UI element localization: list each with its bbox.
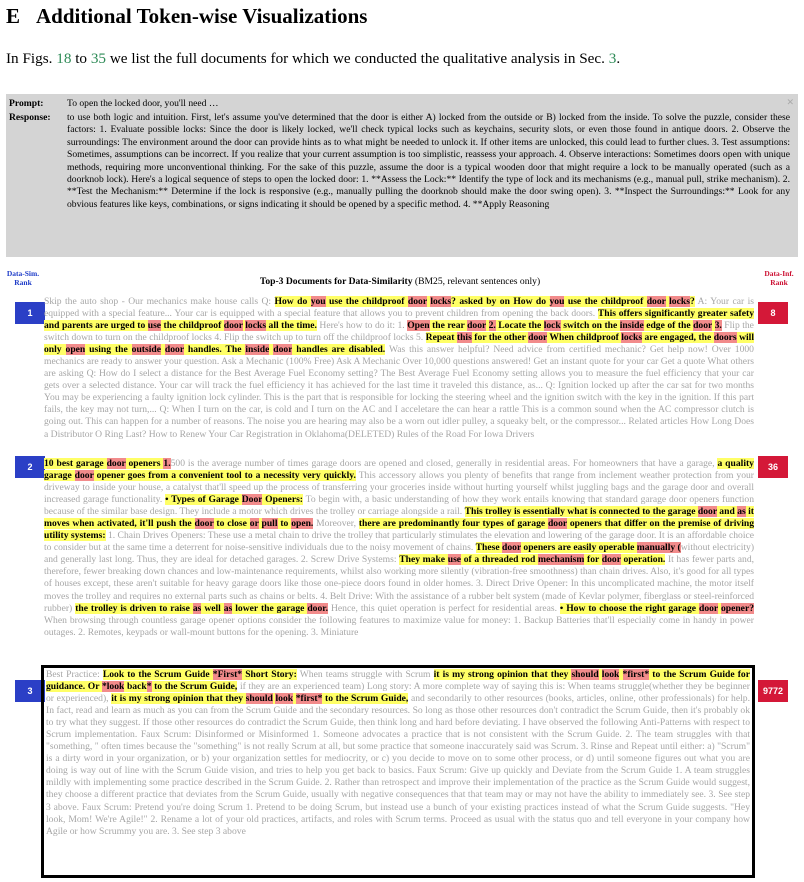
relevant-sentence: well xyxy=(201,602,224,614)
influential-token: lock xyxy=(543,320,561,332)
influential-token: door xyxy=(74,470,94,482)
relevant-sentence: for the other xyxy=(471,332,529,344)
influential-token: opener? xyxy=(720,602,754,614)
relevant-sentence: This offers significantly greater safety and parents are urged to xyxy=(44,308,754,332)
inf-rank-badge: 36 xyxy=(758,456,788,478)
relevant-sentence: use the childproof xyxy=(325,296,408,307)
document-text: A: Your car is equipped with a special feature... Your car is equipped with a special feature that allows you to prevent children from opening the back doors. xyxy=(44,296,754,320)
influential-token: door xyxy=(407,296,427,307)
relevant-sentence: to the Scrum Guide, xyxy=(322,693,409,705)
relevant-sentence: lower the garage xyxy=(232,602,308,614)
relevant-sentence: the trolley is driven to raise xyxy=(75,602,193,614)
influential-token: door xyxy=(273,344,293,356)
document-text: without electricity) and generally last long. Thus, they are ideal for detached garages. 2. Screw Drive Systems: xyxy=(44,542,754,566)
relevant-sentence: Repeat xyxy=(425,332,457,344)
relevant-sentence: the childproof xyxy=(161,320,224,332)
influential-token: use xyxy=(447,554,462,566)
influential-token: this xyxy=(456,332,472,344)
influential-token: *first* xyxy=(295,693,323,705)
sim-rank-badge: 2 xyxy=(15,456,45,478)
influential-token: outside xyxy=(131,344,161,356)
influential-token: as xyxy=(737,506,746,518)
document-2 xyxy=(44,458,754,655)
section-heading xyxy=(6,4,367,29)
relevant-sentence: all the time. xyxy=(266,320,317,332)
relevant-sentence: They make xyxy=(399,554,448,566)
figure-link-start[interactable]: 18 xyxy=(56,50,72,67)
response-text: to use both logic and intuition. First, let's assume you've determined that the door is either A) locked from the outside or B) locked from the inside. To solve the puzzle, consider these factors: 1. Evaluate possible locks: Since the door is likely locked, we'll check typical locks such as keychains, security slots, or even those found in antique doors. 2. Observe the surroundings: The environment around the door can provide hints as to what might be needed to unlock it. If other items are unlocked, this could lead to further clues. 3. Test assumptions: Sometimes, assumptions can be incorrect. If you realize that your current assumption is too simplistic, reassess your approach. 4. Observe interactions: Sometimes doors open with unique methods, requiring more unconventional thinking. For the sake of this puzzle, assume the door is a typical wooden door that might require a lock to be manually operated (such as a doorknob lock). Here's a logical sequence of steps to open the locked door: 1. **Assess the Lock:** Identify the type of lock and its mechanisms (e.g., manual pull, strike mechanism). 2. **Test the Mechanism:** Determine if the lock is responsive (e.g., manually pulling the doorknob should make the door swing open). 3. **Inspect the Surroundings:** Look for any obvious features like keys, combinations, or signs indicating it should be opened by a specific method. 4. **Apply Reasoning xyxy=(67,112,790,210)
relevant-sentence: These xyxy=(475,542,503,554)
influential-token: mechanism xyxy=(538,554,585,566)
relevant-sentence: it is my strong opinion that they xyxy=(433,669,572,680)
relevant-sentence: back xyxy=(124,681,147,693)
intro-text: to xyxy=(71,50,91,67)
influential-token: you xyxy=(549,296,565,307)
relevant-sentence: Short Story: xyxy=(242,669,297,680)
close-icon: ✕ xyxy=(786,97,794,107)
relevant-sentence: are engaged, the xyxy=(642,332,714,344)
influential-token: door xyxy=(164,344,184,356)
influential-token: 3. xyxy=(714,320,722,332)
relevant-sentence: it moves when activated, it'll push the xyxy=(44,506,754,530)
relevant-sentence: the rear xyxy=(429,320,468,332)
document-text: 500 is the average number of times garage doors are opened and closed, generally in residential areas. For homeowners that have a garage, xyxy=(170,458,718,469)
document-text: Flip the switch down to turn on the childproof locks 4. Flip the switch up to turn off the childproof locks 5. xyxy=(44,320,754,344)
influential-token: door xyxy=(601,554,621,566)
documents-title xyxy=(44,276,756,287)
influential-token: door xyxy=(223,320,243,332)
influential-token: door xyxy=(194,518,214,530)
relevant-sentence: to close xyxy=(213,518,250,530)
influential-token: * xyxy=(146,681,152,693)
relevant-sentence: and xyxy=(716,506,738,518)
document-text: Skip the auto shop - Our mechanics make house calls Q: xyxy=(44,296,275,307)
document-text: Here's how to do it: 1. xyxy=(316,320,408,332)
document-text: Hence, this quiet operation is perfect for residential areas. xyxy=(328,602,560,614)
influential-token: door xyxy=(693,320,713,332)
influential-token: pull xyxy=(261,518,278,530)
influential-token: open. xyxy=(291,518,314,530)
intro-text: we list the full documents for which we conducted the qualitative analysis in Sec. xyxy=(106,50,609,67)
influential-token: inside xyxy=(619,320,644,332)
influential-token: manually ( xyxy=(636,542,681,554)
influential-token: look xyxy=(275,693,294,705)
section-title: Additional Token-wise Visualizations xyxy=(36,4,368,28)
intro-text: . xyxy=(616,50,621,67)
section-link[interactable]: 3 xyxy=(608,50,617,67)
response-label: Response: xyxy=(9,112,51,123)
influential-token: locks xyxy=(669,296,690,307)
influential-token: should xyxy=(245,693,273,705)
relevant-sentence: edge of the xyxy=(643,320,694,332)
influential-token: as xyxy=(223,602,233,614)
relevant-sentence: This trolley is essentially what is connected to the garage xyxy=(464,506,698,518)
prompt-response-box xyxy=(6,94,798,257)
data-inf-rank-header: Data-Inf. Rank xyxy=(764,269,794,287)
influential-token: 1. xyxy=(163,458,171,469)
document-text: It has fewer parts and, therefore, fewer breaking down chances and low-maintenance requirements, whilst also working more silently (vibration-free smoothness) than chain drives. Also, it's good for all types of houses except, these aren't suitable for heavy garage doors like those one-piece doors found in older homes. 3. Direct Drive Opener: In this uncomplicated machine, the motor itself moves the trolley and requires no external parts such as chains or belts. 4. Belt Drive: With the assistance of a rubber belt system (made of Kevlar polymer, fiberglass or steel-reinforced rubber) xyxy=(44,554,754,614)
relevant-sentence: ? asked by on How do xyxy=(451,296,550,307)
relevant-sentence: it is my strong opinion that they xyxy=(111,693,246,705)
document-text: When teams struggle with Scrum xyxy=(296,669,434,680)
document-text: Was this answer helpful? Need advice from certified mechanic? Get help now! Over 1000 mechanics are ready to answer your question. Ask a Mechanic (100% Free) Ask A Mechanic Over 10,000 questions answered! Get an instant quote for your car Get a quote What others are asking Q: How do I select a distance for the Best Average Fuel Economy setting? The Best Average Fuel Economy setting allows you to measure the fuel efficiency that your car gets over a selected distance. Your car will track the fuel efficiency it has achieved for the last time it traveled this distance, as... Q: Ignition locked up after the car sat for two months You may be experiencing a faulty ignition lock cylinder. This is the part that is responsible for locking the steering wheel and the ignition switch with the key in the ignition. If this part fails, the key may not turn,... Q: When I turn on the car, is cold and I turn on the AC and I acceletare the can hear a rattle This is a common sound when the AC compressor clutch is going out. This can happen for a number of reasons. The noise you are hearing may also be a worn out idler pulley, a squeaky belt, or the compressor... Related articles How Long Does a Distributor O Ring Last? How to Renew Your Car Registration in Oklahoma(DELETED) Rules of the Road For Iowa Drivers xyxy=(44,344,754,440)
influential-token: locks xyxy=(621,332,643,344)
influential-token: use xyxy=(147,320,162,332)
influential-token: as xyxy=(192,602,202,614)
document-text: Best Practice: xyxy=(46,669,103,680)
influential-token: you xyxy=(310,296,326,307)
relevant-sentence: openers are easily operable xyxy=(521,542,637,554)
influential-token: should xyxy=(571,669,599,680)
figure-link-end[interactable]: 35 xyxy=(90,50,107,67)
document-text: and secondarily to other resources (books, articles, online, other professionals) for help. In fact, read and learn as much as you can from the Scrum Guide and the secondary resources. So long as those other resources don't contradict the Scrum Guide, then it's probably ok to try what they suggest. If those other resources do contradict the Scrum Guide, then think long and hard before deviating. I have observed the following Anti-Patterns with respect to Scrum implementation. Faux Scrum: Disinformed or Misinformed 1. Someone advocates a practice that is not consistent with the Scrum Guide. 2. The team struggles with that "something, " often times because the "something" is not really Scrum at all, but some practice that someone inaccurately said was Scrum. 3. Rinse and Repeat until either: a) "Scrum" is a dirty word in your organization, or b) your organization settles for mediocrity, or c) you decide to move on to some other process, or d) until someone figures out what you are doing is way out of line with the Scrum Guide vision, and tries to help you get back to basics. Faux Scrum: Give up quickly and Deviate from the Scrum Guide 1. A team struggles mildly with implementing some practice described in the Scrum Guide. 2. Rather than retrospect and improve their implementation of the practice as the Scrum Guide would suggest, they choose a different practice that deviates from the Scrum Guide, usually with negative consequences that that team may or may not have the ability to immediately see. 3. See step 3 above. Faux Scrum: Pretend you're doing Scrum 1. Pretend to be doing Scrum, but instead use a bunch of your existing practices instead of what the Scrum Guide suggests. "Hey look, Mom! We're Agile!" 2. Rename a lot of your old practices, artifacts, and roles with Scrum terms. Proceed as usual with the status quo and tell everyone in your company how Agile or how Scrummy you are. 3. See step 3 above xyxy=(46,693,750,837)
relevant-sentence: there are predominantly four types of garage xyxy=(358,518,548,530)
relevant-sentence: operation. xyxy=(620,554,666,566)
influential-token: door xyxy=(528,332,548,344)
relevant-sentence: Locate the xyxy=(495,320,544,332)
document-text: To begin with, a basic understanding of how they work entails knowing that standard garage door openers function because of the similar base design. They include a motor which drives the trolley or carriage alongside a rail. xyxy=(44,494,754,518)
relevant-sentence: How do xyxy=(274,296,311,307)
documents-title-bold: Top-3 Documents for Data-Similarity xyxy=(259,276,413,287)
data-sim-rank-header: Data-Sim. Rank xyxy=(6,269,40,287)
relevant-sentence: When childproof xyxy=(547,332,622,344)
influential-token: door xyxy=(467,320,487,332)
influential-token: door xyxy=(697,506,717,518)
relevant-sentence: handles. The xyxy=(183,344,246,356)
influential-token: door. xyxy=(307,602,329,614)
relevant-sentence: of a threaded rod xyxy=(461,554,538,566)
influential-token: look xyxy=(601,669,620,680)
relevant-sentence: a quality garage xyxy=(44,458,754,482)
relevant-sentence: to the Scrum Guide for guidance. xyxy=(46,669,750,693)
prompt-label: Prompt: xyxy=(9,98,44,109)
influential-token: *look xyxy=(101,681,125,693)
document-text: if they are an experienced team) Long story: A more complete way of saying this is: When teams struggle(whether they be beginner or experienced), xyxy=(46,681,751,705)
inf-rank-badge: 9772 xyxy=(758,680,788,702)
influential-token: door xyxy=(698,602,718,614)
relevant-sentence: for xyxy=(584,554,602,566)
relevant-sentence: • Types of Garage xyxy=(165,494,242,506)
influential-token: Door xyxy=(241,494,263,506)
document-text: When browsing through countless garage opener options consider the following features to maximize value for money: 1. Backup Batteries that'll especially come in handy in power outages. 2. Remotes, keypads or wall-mount buttons for the opening. 3. Miniature xyxy=(44,614,754,638)
document-3 xyxy=(41,665,755,878)
documents-title-rest: (BM25, relevant sentences only) xyxy=(412,276,541,287)
document-text: Moreover, xyxy=(313,518,359,530)
influential-token: 2. xyxy=(488,320,496,332)
influential-token: locks xyxy=(245,320,267,332)
relevant-sentence: openers that differ on the premise of driving utility systems: xyxy=(44,518,754,542)
influential-token: door xyxy=(502,542,522,554)
influential-token: *First* xyxy=(212,669,243,680)
relevant-sentence: • How to choose the right garage xyxy=(559,602,699,614)
influential-token: open xyxy=(65,344,86,356)
sim-rank-badge: 1 xyxy=(15,302,45,324)
influential-token: *first* xyxy=(622,669,650,680)
influential-token: or xyxy=(249,518,259,530)
section-number: E xyxy=(6,4,21,28)
influential-token: door xyxy=(106,458,126,469)
relevant-sentence: use the childproof xyxy=(564,296,647,307)
relevant-sentence: to xyxy=(277,518,292,530)
relevant-sentence: Or xyxy=(87,681,102,693)
relevant-sentence: handles are disabled. xyxy=(292,344,386,356)
relevant-sentence: 10 best garage xyxy=(44,458,107,469)
intro-paragraph xyxy=(6,50,620,68)
prompt-text: To open the locked door, you'll need … xyxy=(67,98,219,109)
document-1 xyxy=(44,296,754,447)
influential-token: Open xyxy=(407,320,430,332)
document-text: This accessory allows you plenty of benefits that range from inclement weather protection from your driveway to inside your house, a catalyst that'll speed up the process of transferring your groceries inside without hurting yourself whilst juggling bags and the garage door and overall increased garage functionality. xyxy=(44,470,754,506)
relevant-sentence: switch on the xyxy=(560,320,620,332)
influential-token: doors xyxy=(713,332,737,344)
relevant-sentence: Openers: xyxy=(262,494,304,506)
relevant-sentence: using the xyxy=(85,344,132,356)
intro-text: In Figs. xyxy=(6,50,57,67)
sim-rank-badge: 3 xyxy=(15,680,45,702)
relevant-sentence: will only xyxy=(44,332,754,356)
relevant-sentence: to the Scrum Guide, xyxy=(151,681,238,693)
document-text: 1. Chain Drives Openers: These use a metal chain to drive the trolley that particularly stimulates the elevation and lowering of the garage door. It is an affordable choice to consider but at the same time a deterrent for noise-sensitive individuals due to the noisy movement of chains. xyxy=(44,530,754,554)
influential-token: door xyxy=(646,296,666,307)
influential-token: locks xyxy=(430,296,452,307)
relevant-sentence: opener goes from a convenient tool to a necessity very quickly. xyxy=(93,470,356,482)
influential-token: door xyxy=(547,518,567,530)
relevant-sentence: ? xyxy=(689,296,695,307)
influential-token: inside xyxy=(245,344,270,356)
inf-rank-badge: 8 xyxy=(758,302,788,324)
relevant-sentence: Look to the Scrum Guide xyxy=(102,669,213,680)
relevant-sentence: openers xyxy=(125,458,164,469)
